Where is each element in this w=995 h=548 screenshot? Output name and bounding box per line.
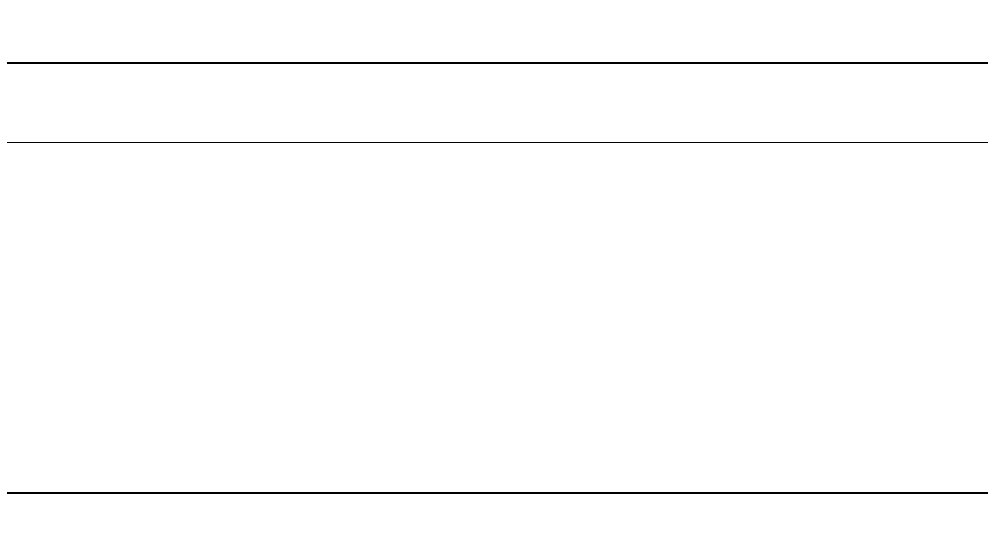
bottom-rule — [7, 492, 988, 494]
header-rule — [7, 142, 988, 143]
top-rule — [7, 62, 988, 64]
